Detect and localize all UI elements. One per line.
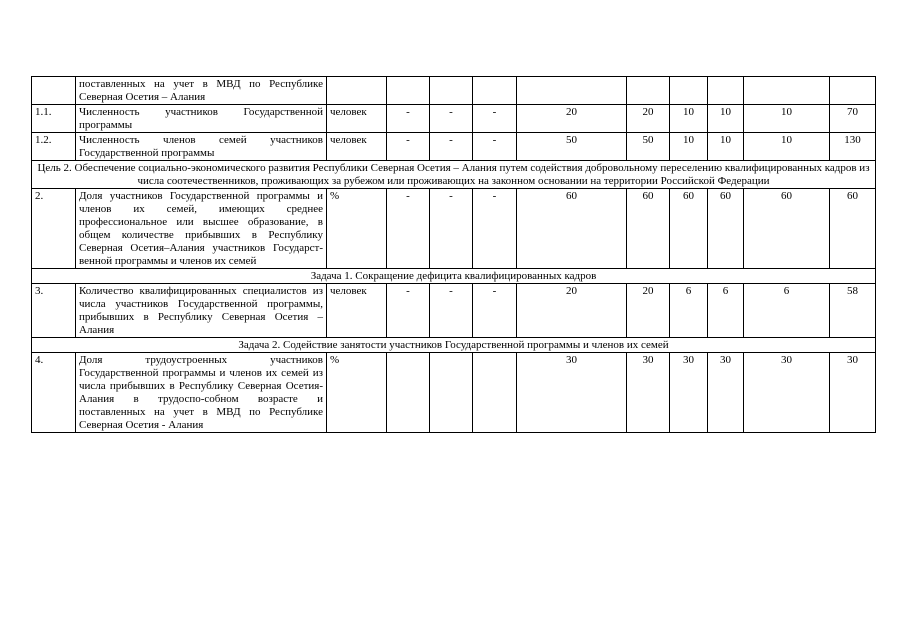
- row-number: 1.2.: [32, 133, 76, 161]
- value-cell: 10: [708, 133, 744, 161]
- value-cell: 6: [744, 284, 830, 338]
- value-cell: 60: [830, 189, 876, 269]
- value-cell: 60: [708, 189, 744, 269]
- value-cell: 20: [627, 284, 670, 338]
- value-cell: 30: [670, 353, 708, 433]
- value-cell: -: [387, 284, 430, 338]
- value-cell: -: [473, 284, 517, 338]
- value-cell: 10: [744, 105, 830, 133]
- table-row: [32, 77, 876, 105]
- value-cell: 60: [517, 189, 627, 269]
- value-cell: [517, 77, 627, 105]
- value-cell: 20: [517, 284, 627, 338]
- indicator-description: Численность участников Государственной программы: [76, 105, 327, 133]
- value-cell: -: [430, 284, 473, 338]
- value-cell: [430, 77, 473, 105]
- value-cell: 10: [670, 133, 708, 161]
- section-heading: Задача 1. Сокращение дефицита квалифицированных кадров: [32, 269, 876, 284]
- section-row: [32, 161, 876, 189]
- value-cell: 30: [517, 353, 627, 433]
- row-number: 4.: [32, 353, 76, 433]
- value-cell: -: [387, 105, 430, 133]
- section-heading: Цель 2. Обеспечение социально-экономического развития Республики Северная Осетия – Алания путем содействия добровольному переселению квалифицированных кадров из числа соотечественников, проживающих за рубежом или проживающих на законном основании на территории Российской Федерации: [32, 161, 876, 189]
- value-cell: 6: [708, 284, 744, 338]
- unit-of-measure: человек: [327, 105, 387, 133]
- value-cell: -: [430, 189, 473, 269]
- value-cell: 30: [708, 353, 744, 433]
- table-row: [32, 189, 876, 269]
- value-cell: [430, 353, 473, 433]
- section-row: [32, 269, 876, 284]
- value-cell: 60: [627, 189, 670, 269]
- value-cell: 50: [627, 133, 670, 161]
- value-cell: -: [473, 189, 517, 269]
- value-cell: [627, 77, 670, 105]
- table-row: [32, 105, 876, 133]
- value-cell: 50: [517, 133, 627, 161]
- indicator-description: Количество квалифицированных специалистов из числа участников Государственной программы, прибывших в Республику Северная Осетия – Алания: [76, 284, 327, 338]
- value-cell: [473, 77, 517, 105]
- indicators-table-body: [32, 77, 876, 433]
- value-cell: [830, 77, 876, 105]
- table-row: [32, 353, 876, 433]
- value-cell: 6: [670, 284, 708, 338]
- unit-of-measure: %: [327, 353, 387, 433]
- value-cell: 58: [830, 284, 876, 338]
- value-cell: -: [387, 133, 430, 161]
- value-cell: [708, 77, 744, 105]
- value-cell: 20: [517, 105, 627, 133]
- value-cell: [744, 77, 830, 105]
- value-cell: 10: [744, 133, 830, 161]
- row-number: 1.1.: [32, 105, 76, 133]
- row-number: [32, 77, 76, 105]
- unit-of-measure: человек: [327, 284, 387, 338]
- value-cell: 60: [744, 189, 830, 269]
- value-cell: -: [387, 189, 430, 269]
- table-row: [32, 133, 876, 161]
- value-cell: -: [473, 133, 517, 161]
- section-row: [32, 338, 876, 353]
- value-cell: 30: [627, 353, 670, 433]
- value-cell: 130: [830, 133, 876, 161]
- indicator-description: Доля трудоустроенных участников Государственной программы и членов их семей из числа прибывших в Республику Северная Осетия-Алания в трудоспо-собном возрасте и поставленных на учет в МВД по Республике Северная Осетия - Алания: [76, 353, 327, 433]
- unit-of-measure: человек: [327, 133, 387, 161]
- value-cell: 30: [744, 353, 830, 433]
- value-cell: 10: [670, 105, 708, 133]
- value-cell: [473, 353, 517, 433]
- value-cell: 20: [627, 105, 670, 133]
- row-number: 3.: [32, 284, 76, 338]
- unit-of-measure: [327, 77, 387, 105]
- value-cell: [387, 77, 430, 105]
- value-cell: 60: [670, 189, 708, 269]
- value-cell: [670, 77, 708, 105]
- indicator-description: Численность членов семей участников Государственной программы: [76, 133, 327, 161]
- value-cell: -: [430, 133, 473, 161]
- value-cell: -: [430, 105, 473, 133]
- value-cell: -: [473, 105, 517, 133]
- indicator-description: Доля участников Государственной программы и членов их семей, имеющих среднее профессиональное или высшее образование, в общем количестве прибывших в Республику Северная Осетия–Алания участников Государст-венной программы и членов их семей: [76, 189, 327, 269]
- value-cell: 70: [830, 105, 876, 133]
- unit-of-measure: %: [327, 189, 387, 269]
- section-heading: Задача 2. Содействие занятости участников Государственной программы и членов их семей: [32, 338, 876, 353]
- indicator-description: поставленных на учет в МВД по Республике Северная Осетия – Алания: [76, 77, 327, 105]
- table-row: [32, 284, 876, 338]
- indicators-table: [31, 76, 876, 433]
- value-cell: [387, 353, 430, 433]
- value-cell: 30: [830, 353, 876, 433]
- row-number: 2.: [32, 189, 76, 269]
- value-cell: 10: [708, 105, 744, 133]
